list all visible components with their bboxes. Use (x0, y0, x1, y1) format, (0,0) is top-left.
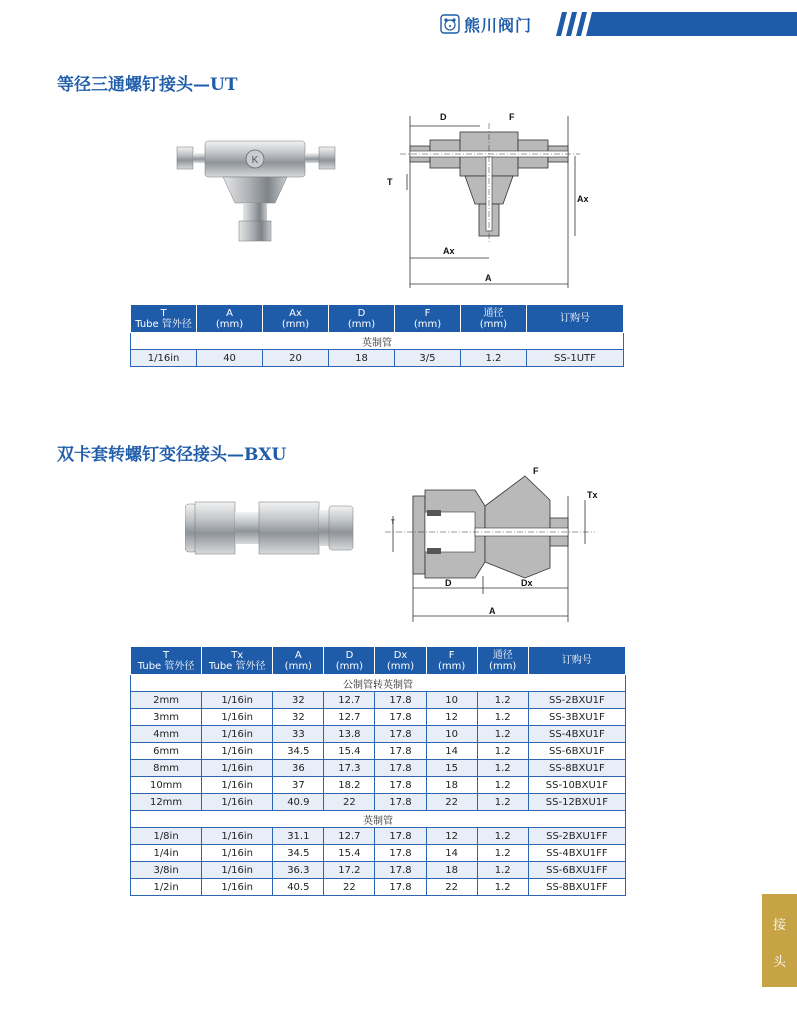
label-d: D (445, 578, 452, 588)
table-row: 8mm 1/16in 36 17.3 17.8 15 1.2 SS-8BXU1F (131, 760, 626, 777)
label-tx: Tx (587, 490, 598, 500)
band-row: 公制管转英制管 (131, 675, 626, 692)
section-title-bxu: 双卡套转螺钉变径接头—BXU (57, 445, 287, 465)
th-a: A (mm) (197, 305, 263, 333)
th-order: 订购号 (526, 305, 623, 333)
label-dx: Dx (521, 578, 533, 588)
bxu-photo (185, 498, 355, 558)
th-a: A (mm) (273, 647, 324, 675)
label-ax-right: Ax (577, 194, 589, 204)
bear-logo-icon (440, 14, 460, 34)
th-t: T Tube 管外径 (131, 305, 197, 333)
th-dx: Dx (mm) (375, 647, 426, 675)
table-row: 12mm 1/16in 40.9 22 17.8 22 1.2 SS-12BXU1F (131, 794, 626, 811)
label-ax-bottom: Ax (443, 246, 455, 256)
table-row: 1/16in 40 20 18 3/5 1.2 SS-1UTF (131, 350, 624, 367)
bxu-spec-table (130, 646, 626, 896)
side-tab-joints (762, 894, 797, 987)
ut-dimension-drawing (385, 108, 595, 296)
band-imperial: 英制管 (131, 333, 624, 350)
label-f: F (533, 466, 539, 476)
side-tab-char: 头 (772, 955, 786, 970)
page-header (440, 12, 797, 36)
table-row: 1/8in 1/16in 31.1 12.7 17.8 12 1.2 SS-2BXU1FF (131, 828, 626, 845)
table-row: 2mm 1/16in 32 12.7 17.8 10 1.2 SS-2BXU1F (131, 692, 626, 709)
ut-tee-photo (175, 133, 340, 245)
table-row: 1/4in 1/16in 34.5 15.4 17.8 14 1.2 SS-4BXU1FF (131, 845, 626, 862)
ut-spec-table (130, 304, 624, 367)
label-d: D (440, 112, 447, 122)
bxu-dimension-drawing (385, 466, 605, 624)
th-d: D (mm) (324, 647, 375, 675)
table-row: 3/8in 1/16in 36.3 17.2 17.8 18 1.2 SS-6BXU1FF (131, 862, 626, 879)
th-bore: 通径 (mm) (460, 305, 526, 333)
th-ax: Ax (mm) (263, 305, 329, 333)
label-a: A (485, 273, 492, 283)
th-f: F (mm) (394, 305, 460, 333)
th-f: F (mm) (426, 647, 477, 675)
th-bore: 通径 (mm) (477, 647, 528, 675)
header-stripes (550, 12, 797, 36)
svg-text:K: K (251, 155, 259, 166)
label-f: F (509, 112, 515, 122)
label-t: T (391, 520, 395, 526)
brand-name: 熊川阀门 (464, 16, 533, 35)
table-row: 6mm 1/16in 34.5 15.4 17.8 14 1.2 SS-6BXU1F (131, 743, 626, 760)
table-row: 10mm 1/16in 37 18.2 17.8 18 1.2 SS-10BXU1F (131, 777, 626, 794)
band-row: 英制管 (131, 811, 626, 828)
table-row: 1/2in 1/16in 40.5 22 17.8 22 1.2 SS-8BXU1FF (131, 879, 626, 896)
th-d: D (mm) (329, 305, 395, 333)
table-row: 4mm 1/16in 33 13.8 17.8 10 1.2 SS-4BXU1F (131, 726, 626, 743)
th-t: T Tube 管外径 (131, 647, 202, 675)
th-order: 订购号 (528, 647, 625, 675)
th-tx: Tx Tube 管外径 (202, 647, 273, 675)
side-tab-char: 接 (772, 918, 786, 933)
table-row: 3mm 1/16in 32 12.7 17.8 12 1.2 SS-3BXU1F (131, 709, 626, 726)
label-a: A (489, 606, 496, 616)
section-title-ut: 等径三通螺钉接头—UT (57, 75, 238, 95)
label-t: T (387, 177, 393, 187)
